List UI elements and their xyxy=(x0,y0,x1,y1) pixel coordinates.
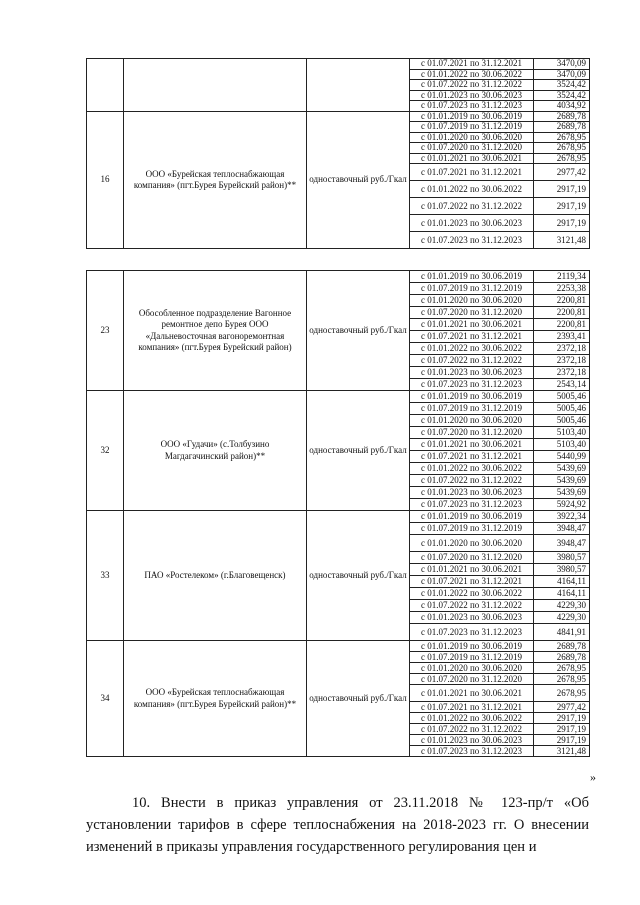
tariff-type: одноставочный руб./Гкал xyxy=(307,111,410,249)
tariff-value: 4229,30 xyxy=(534,612,590,624)
period-cell: с 01.01.2022 по 30.06.2022 xyxy=(410,181,534,198)
tariff-value: 2253,38 xyxy=(534,283,590,295)
tariff-value: 2119,34 xyxy=(534,271,590,283)
period-cell: с 01.01.2021 по 30.06.2021 xyxy=(410,564,534,576)
period-cell: с 01.07.2023 по 31.12.2023 xyxy=(410,379,534,391)
period-cell: с 01.07.2022 по 31.12.2022 xyxy=(410,198,534,215)
tariff-value: 2689,78 xyxy=(534,111,590,122)
tariff-value: 4841,91 xyxy=(534,624,590,641)
period-cell: с 01.01.2021 по 30.06.2021 xyxy=(410,319,534,331)
organization-name: ООО «Гудачи» (с.Толбузино Магдагачинский район)** xyxy=(124,391,307,511)
tariff-value: 2689,78 xyxy=(534,122,590,133)
tariff-value: 2689,78 xyxy=(534,641,590,652)
period-cell: с 01.01.2022 по 30.06.2022 xyxy=(410,343,534,355)
period-cell: с 01.07.2023 по 31.12.2023 xyxy=(410,746,534,757)
row-number: 33 xyxy=(87,511,124,641)
period-cell: с 01.01.2020 по 30.06.2020 xyxy=(410,132,534,143)
paragraph-text: 10. Внести в приказ управления от 23.11.2018 № 123-пр/т «Об установлении тарифов в сфере теплоснабжения на 2018-2023 гг. О внесении изменений в приказы управления государственного регулирования цен и xyxy=(86,795,589,855)
tariff-value: 4229,30 xyxy=(534,600,590,612)
tariff-value: 5439,69 xyxy=(534,487,590,499)
row-number: 23 xyxy=(87,271,124,391)
period-cell: с 01.01.2022 по 30.06.2022 xyxy=(410,69,534,80)
period-cell: с 01.07.2022 по 31.12.2022 xyxy=(410,355,534,367)
tariff-value: 2917,19 xyxy=(534,181,590,198)
period-cell: с 01.07.2019 по 31.12.2019 xyxy=(410,122,534,133)
tariff-value: 5005,46 xyxy=(534,415,590,427)
tariff-value: 5103,40 xyxy=(534,439,590,451)
tariff-value: 3121,48 xyxy=(534,232,590,249)
tariff-value: 2678,95 xyxy=(534,153,590,164)
period-cell: с 01.07.2021 по 31.12.2021 xyxy=(410,702,534,713)
tariff-value: 2372,18 xyxy=(534,343,590,355)
row-number: 16 xyxy=(87,111,124,249)
period-cell: с 01.01.2019 по 30.06.2019 xyxy=(410,641,534,652)
period-cell: с 01.01.2022 по 30.06.2022 xyxy=(410,713,534,724)
tariff-value: 2678,95 xyxy=(534,663,590,674)
tariff-value: 3922,34 xyxy=(534,511,590,523)
closing-quote: » xyxy=(590,770,596,784)
tariff-type: одноставочный руб./Гкал xyxy=(307,641,410,757)
tariff-value: 3948,47 xyxy=(534,535,590,552)
period-cell: с 01.07.2023 по 31.12.2023 xyxy=(410,624,534,641)
period-cell: с 01.07.2021 по 31.12.2021 xyxy=(410,331,534,343)
tariff-value: 2917,19 xyxy=(534,215,590,232)
tariff-value: 2393,41 xyxy=(534,331,590,343)
organization-name: ООО «Бурейская теплоснабжающая компания» (пгт.Бурея Бурейский район)** xyxy=(124,641,307,757)
tariff-value: 2917,19 xyxy=(534,713,590,724)
tariff-value: 5005,46 xyxy=(534,403,590,415)
organization-name: Обособленное подразделение Вагонное ремонтное депо Бурея ООО «Дальневосточная вагоноремонтная компания» (пгт.Бурея Бурейский район) xyxy=(124,271,307,391)
tariff-value: 2689,78 xyxy=(534,652,590,663)
period-cell: с 01.01.2020 по 30.06.2020 xyxy=(410,295,534,307)
period-cell: с 01.07.2020 по 31.12.2020 xyxy=(410,427,534,439)
table-row xyxy=(87,59,590,70)
period-cell: с 01.01.2023 по 30.06.2023 xyxy=(410,215,534,232)
tariff-value: 5103,40 xyxy=(534,427,590,439)
period-cell: с 01.07.2019 по 31.12.2019 xyxy=(410,523,534,535)
period-cell: с 01.07.2019 по 31.12.2019 xyxy=(410,283,534,295)
tariff-type: одноставочный руб./Гкал xyxy=(307,511,410,641)
period-cell: с 01.07.2020 по 31.12.2020 xyxy=(410,307,534,319)
tariff-value: 3524,42 xyxy=(534,90,590,101)
table-row xyxy=(87,111,590,122)
tariff-value: 5005,46 xyxy=(534,391,590,403)
table-row xyxy=(87,271,590,283)
table-row xyxy=(87,391,590,403)
period-cell: с 01.01.2019 по 30.06.2019 xyxy=(410,511,534,523)
organization-name: ПАО «Ростелеком» (г.Благовещенск) xyxy=(124,511,307,641)
period-cell: с 01.07.2023 по 31.12.2023 xyxy=(410,232,534,249)
tariff-value: 3948,47 xyxy=(534,523,590,535)
tariff-value: 2678,95 xyxy=(534,674,590,685)
period-cell: с 01.01.2023 по 30.06.2023 xyxy=(410,735,534,746)
period-cell: с 01.07.2019 по 31.12.2019 xyxy=(410,403,534,415)
period-cell: с 01.07.2023 по 31.12.2023 xyxy=(410,499,534,511)
period-cell: с 01.07.2020 по 31.12.2020 xyxy=(410,552,534,564)
period-cell: с 01.01.2019 по 30.06.2019 xyxy=(410,391,534,403)
tariff-value: 3470,09 xyxy=(534,69,590,80)
tariff-table-main xyxy=(86,270,590,757)
period-cell: с 01.01.2022 по 30.06.2022 xyxy=(410,588,534,600)
organization-name: ООО «Бурейская теплоснабжающая компания» (пгт.Бурея Бурейский район)** xyxy=(124,111,307,249)
tariff-value: 2200,81 xyxy=(534,307,590,319)
period-cell: с 01.07.2022 по 31.12.2022 xyxy=(410,80,534,91)
row-number xyxy=(87,59,124,112)
period-cell: с 01.01.2022 по 30.06.2022 xyxy=(410,463,534,475)
table-row xyxy=(87,511,590,523)
amendment-paragraph xyxy=(86,792,589,858)
tariff-value: 2678,95 xyxy=(534,132,590,143)
row-number: 32 xyxy=(87,391,124,511)
period-cell: с 01.07.2021 по 31.12.2021 xyxy=(410,59,534,70)
period-cell: с 01.01.2021 по 30.06.2021 xyxy=(410,685,534,702)
period-cell: с 01.07.2022 по 31.12.2022 xyxy=(410,475,534,487)
period-cell: с 01.07.2020 по 31.12.2020 xyxy=(410,674,534,685)
tariff-value: 3470,09 xyxy=(534,59,590,70)
tariff-value: 3121,48 xyxy=(534,746,590,757)
tariff-value: 2678,95 xyxy=(534,685,590,702)
tariff-type xyxy=(307,59,410,112)
tariff-value: 2977,42 xyxy=(534,164,590,181)
tariff-value: 2200,81 xyxy=(534,319,590,331)
table-row xyxy=(87,641,590,652)
period-cell: с 01.01.2023 по 30.06.2023 xyxy=(410,367,534,379)
tariff-value: 2917,19 xyxy=(534,735,590,746)
period-cell: с 01.07.2020 по 31.12.2020 xyxy=(410,143,534,154)
tariff-value: 2372,18 xyxy=(534,367,590,379)
tariff-value: 3524,42 xyxy=(534,80,590,91)
row-number: 34 xyxy=(87,641,124,757)
tariff-value: 5440,99 xyxy=(534,451,590,463)
tariff-value: 2200,81 xyxy=(534,295,590,307)
tariff-type: одноставочный руб./Гкал xyxy=(307,271,410,391)
period-cell: с 01.01.2019 по 30.06.2019 xyxy=(410,111,534,122)
tariff-value: 2917,19 xyxy=(534,198,590,215)
period-cell: с 01.07.2022 по 31.12.2022 xyxy=(410,724,534,735)
period-cell: с 01.07.2021 по 31.12.2021 xyxy=(410,164,534,181)
period-cell: с 01.01.2021 по 30.06.2021 xyxy=(410,153,534,164)
tariff-value: 4164,11 xyxy=(534,588,590,600)
period-cell: с 01.07.2023 по 31.12.2023 xyxy=(410,101,534,112)
tariff-value: 2372,18 xyxy=(534,355,590,367)
period-cell: с 01.01.2021 по 30.06.2021 xyxy=(410,439,534,451)
tariff-table-top xyxy=(86,58,590,249)
tariff-value: 3980,57 xyxy=(534,564,590,576)
tariff-value: 5924,92 xyxy=(534,499,590,511)
tariff-value: 2917,19 xyxy=(534,724,590,735)
period-cell: с 01.01.2020 по 30.06.2020 xyxy=(410,663,534,674)
period-cell: с 01.01.2019 по 30.06.2019 xyxy=(410,271,534,283)
organization-name xyxy=(124,59,307,112)
tariff-value: 2678,95 xyxy=(534,143,590,154)
tariff-value: 5439,69 xyxy=(534,463,590,475)
period-cell: с 01.07.2019 по 31.12.2019 xyxy=(410,652,534,663)
tariff-value: 3980,57 xyxy=(534,552,590,564)
period-cell: с 01.01.2023 по 30.06.2023 xyxy=(410,612,534,624)
tariff-value: 4164,11 xyxy=(534,576,590,588)
period-cell: с 01.07.2022 по 31.12.2022 xyxy=(410,600,534,612)
tariff-type: одноставочный руб./Гкал xyxy=(307,391,410,511)
tariff-value: 5439,69 xyxy=(534,475,590,487)
tariff-value: 2977,42 xyxy=(534,702,590,713)
period-cell: с 01.01.2023 по 30.06.2023 xyxy=(410,90,534,101)
period-cell: с 01.01.2020 по 30.06.2020 xyxy=(410,535,534,552)
period-cell: с 01.01.2023 по 30.06.2023 xyxy=(410,487,534,499)
period-cell: с 01.01.2020 по 30.06.2020 xyxy=(410,415,534,427)
tariff-value: 4034,92 xyxy=(534,101,590,112)
tariff-value: 2543,14 xyxy=(534,379,590,391)
period-cell: с 01.07.2021 по 31.12.2021 xyxy=(410,576,534,588)
period-cell: с 01.07.2021 по 31.12.2021 xyxy=(410,451,534,463)
